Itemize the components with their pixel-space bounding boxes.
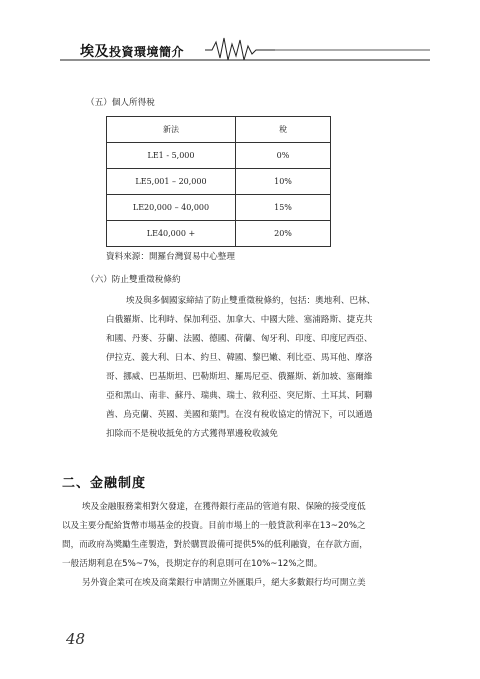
- paragraph-line: 以及主要分配給貨幣市場基金的投資。目前市場上的一般貸款利率在13~20%之: [62, 521, 366, 531]
- paragraph-line: 和國、丹麥、芬蘭、法國、德國、荷蘭、匈牙利、印度、印度尼西亞、: [106, 334, 373, 344]
- table-cell: LE1 - 5,000: [107, 143, 236, 169]
- section6-heading: （六）防止雙重徵稅條約: [86, 275, 181, 285]
- table-row: [107, 221, 331, 247]
- paragraph-line: 另外資企業可在埃及商業銀行申請開立外匯賬戶，絕大多數銀行均可開立美: [82, 578, 366, 588]
- paragraph-line: 一般活期利息在5%~7%，長期定存的利息則可在10%~12%之間。: [62, 559, 323, 569]
- page-header: [0, 0, 480, 70]
- income-tax-table: [106, 116, 331, 247]
- table-row: [107, 169, 331, 195]
- header-rule-with-wave: [0, 0, 480, 70]
- paragraph-line: 酋、烏克蘭、英國、美國和葉門。在沒有稅收協定的情況下，可以通過: [106, 410, 373, 420]
- section5-heading: （五）個人所得稅: [86, 98, 155, 108]
- paragraph-line: 哥、挪威、巴基斯坦、巴勒斯坦、羅馬尼亞、俄羅斯、新加坡、塞爾維: [106, 372, 373, 382]
- header-title-country: 埃及: [80, 44, 109, 60]
- paragraph-line: 埃及金融服務業相對欠發達，在獲得銀行產品的管道有限、保險的接受度低: [82, 502, 366, 512]
- chapter2-paragraph: [62, 498, 368, 593]
- header-title-subtitle: 投資環境簡介: [109, 45, 185, 59]
- table-row: [107, 195, 331, 221]
- table-header-row: [107, 117, 331, 143]
- table-cell: 15%: [236, 195, 331, 221]
- table-cell: 10%: [236, 169, 331, 195]
- table-source-note: 資料來源：開羅台灣貿易中心整理: [106, 252, 235, 262]
- page-number: 48: [66, 630, 86, 648]
- table-cell: LE20,000 – 40,000: [107, 195, 236, 221]
- paragraph-line: 白俄羅斯、比利時、保加利亞、加拿大、中國大陸、塞浦路斯、捷克共: [106, 315, 373, 325]
- table-header-cell: 稅: [236, 117, 331, 143]
- table-cell: LE40,000 +: [107, 221, 236, 247]
- table-cell: LE5,001 – 20,000: [107, 169, 236, 195]
- table-cell: 20%: [236, 221, 331, 247]
- paragraph-line: 扣除而不是稅收抵免的方式獲得單邊稅收減免: [106, 429, 278, 439]
- table-row: [107, 143, 331, 169]
- chapter-title: 二、金融制度: [62, 476, 147, 491]
- header-title: [80, 41, 184, 61]
- paragraph-line: 亞和黑山、南非、蘇丹、瑞典、瑞士、敘利亞、突尼斯、土耳其、阿聯: [106, 391, 373, 401]
- section6-paragraph: [106, 292, 375, 444]
- table-header-cell: 新法: [107, 117, 236, 143]
- table-cell: 0%: [236, 143, 331, 169]
- paragraph-line: 伊拉克、義大利、日本、約旦、韓國、黎巴嫩、利比亞、馬耳他、摩洛: [106, 353, 373, 363]
- paragraph-line: 間，而政府為獎勵生產製造，對於購買設備可提供5%的低利融資，在存款方面，: [62, 540, 368, 550]
- paragraph-line: 埃及與多個國家締結了防止雙重徵稅條約，包括：奧地利、巴林、: [126, 296, 376, 306]
